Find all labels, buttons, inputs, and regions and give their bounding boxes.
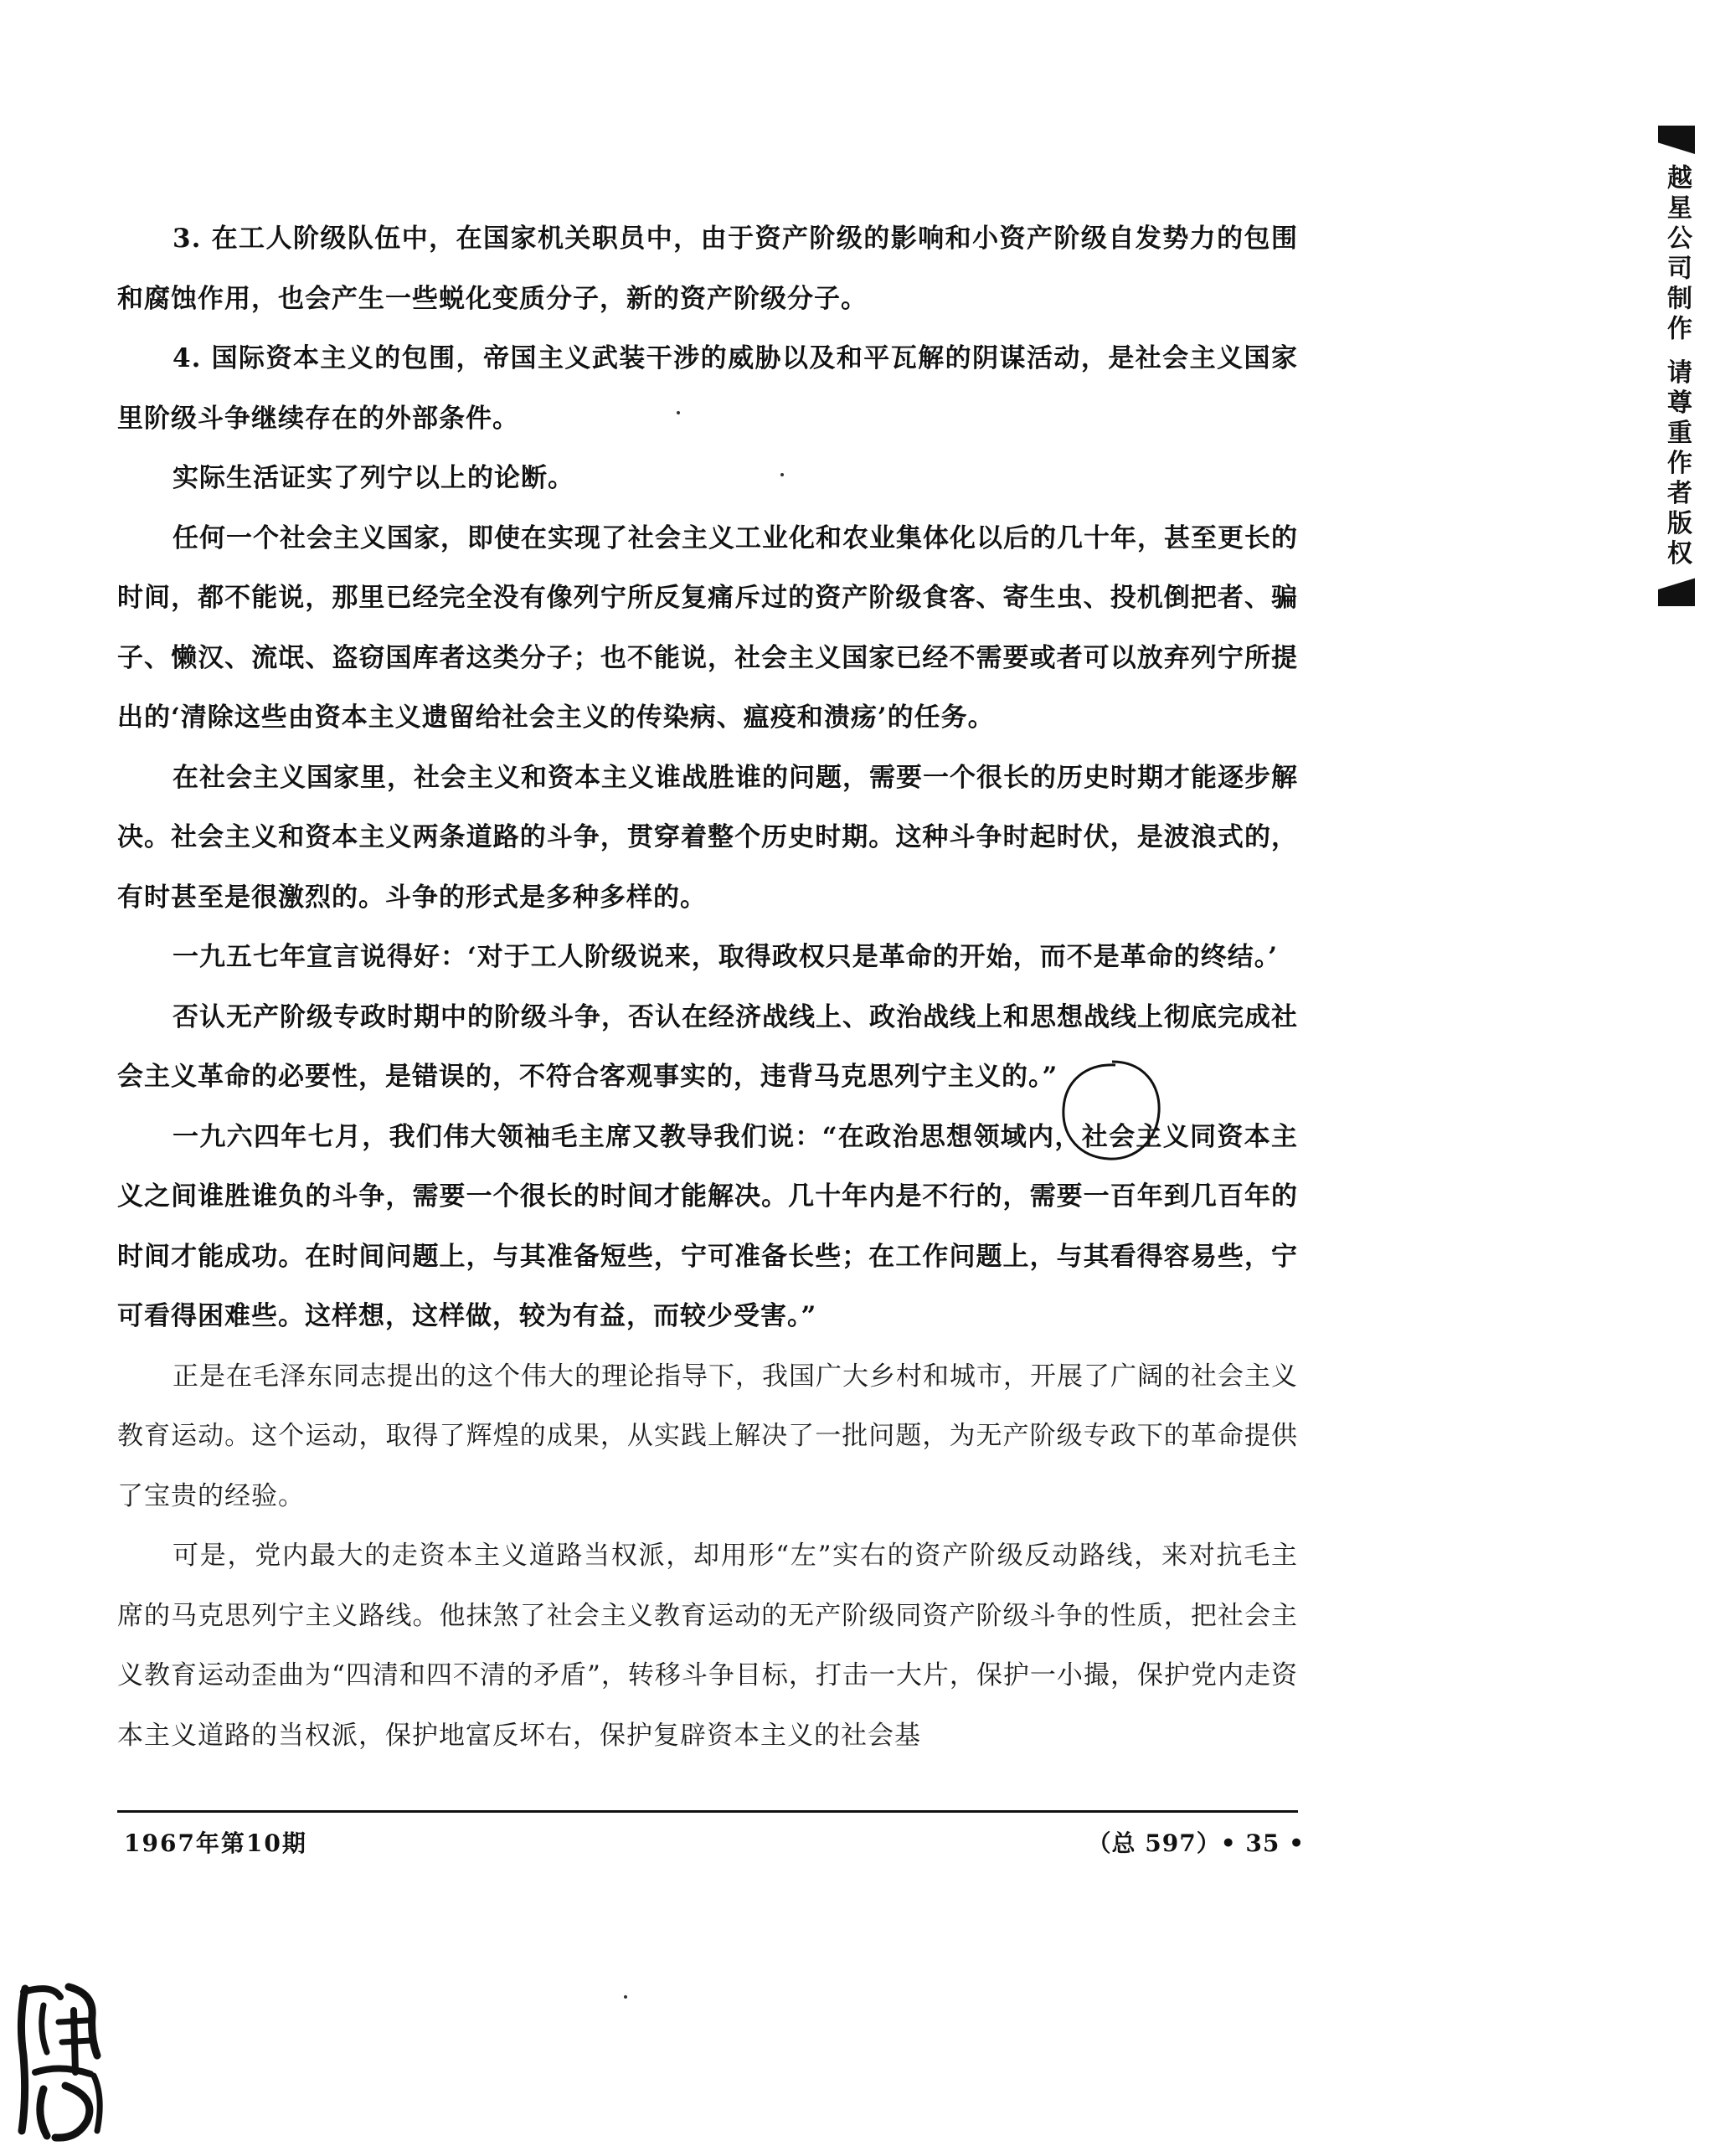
paragraph-3: 实际生活证实了列宁以上的论断。 <box>173 463 574 493</box>
hand-drawn-circle-mark <box>1057 1057 1166 1165</box>
notice-bar-top <box>1658 126 1695 154</box>
article-body <box>117 209 1298 1766</box>
copyright-notice <box>1651 126 1702 606</box>
copyright-notice-text: 越星公司制作 请尊重作者版权 <box>1662 164 1692 570</box>
notice-bar-bottom <box>1658 578 1695 606</box>
paragraph-4: 任何一个社会主义国家，即使在实现了社会主义工业化和农业集体化以后的几十年，甚至更长的时间，都不能说，那里已经完全没有像列宁所反复痛斥过的资产阶级食客、寄生虫、投机倒把者、骗子、懒汉、流氓、盗窃国库者这类分子；也不能说，社会主义国家已经不需要或者可以放弃列宁所提出的‘清除这些由资本主义遗留给社会主义的传染病、瘟疫和溃疡’的任务。 <box>117 522 1298 733</box>
paragraph-6: 一九五七年宣言说得好：‘对于工人阶级说来，取得政权只是革命的开始，而不是革命的终结。’ <box>173 942 1279 972</box>
paragraph-7: 否认无产阶级专政时期中的阶级斗争，否认在经济战线上、政治战线上和思想战线上彻底完成社会主义革命的必要性，是错误的，不符合客观事实的，违背马克思列宁主义的。” <box>117 1001 1298 1092</box>
scan-speck <box>677 411 680 414</box>
paragraph-1: 3. 在工人阶级队伍中，在国家机关职员中，由于资产阶级的影响和小资产阶级自发势力的包围和腐蚀作用，也会产生一些蜕化变质分子，新的资产阶级分子。 <box>117 224 1298 314</box>
scan-speck <box>624 1995 627 1999</box>
paragraph-10: 可是，党内最大的走资本主义道路当权派，却用形“左”实右的资产阶级反动路线，来对抗毛主席的马克思列宁主义路线。他抹煞了社会主义教育运动的无产阶级同资产阶级斗争的性质，把社会主义教育运动歪曲为“四清和四不清的矛盾”，转移斗争目标，打击一大片，保护一小撮，保护党内走资本主义道路的当权派，保护地富反坏右，保护复辟资本主义的社会基 <box>117 1541 1298 1751</box>
paragraph-2: 4. 国际资本主义的包围，帝国主义武装干涉的威胁以及和平瓦解的阴谋活动，是社会主义国家里阶级斗争继续存在的外部条件。 <box>117 343 1298 434</box>
page-number: （总 597）• 35 • <box>1087 1829 1305 1857</box>
footer-rule <box>117 1810 1298 1813</box>
paragraph-8: 一九六四年七月，我们伟大领袖毛主席又教导我们说：“在政治思想领域内，社会主义同资本主义之间谁胜谁负的斗争，需要一个很长的时间才能解决。几十年内是不行的，需要一百年到几百年的时间才能成功。在时间问题上，与其准备短些，宁可准备长些；在工作问题上，与其看得容易些，宁可看得困难些。这样想，这样做，较为有益，而较少受害。” <box>117 1121 1298 1331</box>
paragraph-9: 正是在毛泽东同志提出的这个伟大的理论指导下，我国广大乡村和城市，开展了广阔的社会主义教育运动。这个运动，取得了辉煌的成果，从实践上解决了一批问题，为无产阶级专政下的革命提供了宝贵的经验。 <box>117 1361 1298 1511</box>
paragraph-5: 在社会主义国家里，社会主义和资本主义谁战胜谁的问题，需要一个很长的历史时期才能逐步解决。社会主义和资本主义两条道路的斗争，贯穿着整个历史时期。这种斗争时起时伏，是波浪式的，有时甚至是很激烈的。斗争的形式是多种多样的。 <box>117 762 1298 913</box>
seal-stamp-icon <box>10 1972 111 2148</box>
issue-label: 1967年第10期 <box>124 1829 307 1857</box>
scan-speck <box>780 473 784 476</box>
